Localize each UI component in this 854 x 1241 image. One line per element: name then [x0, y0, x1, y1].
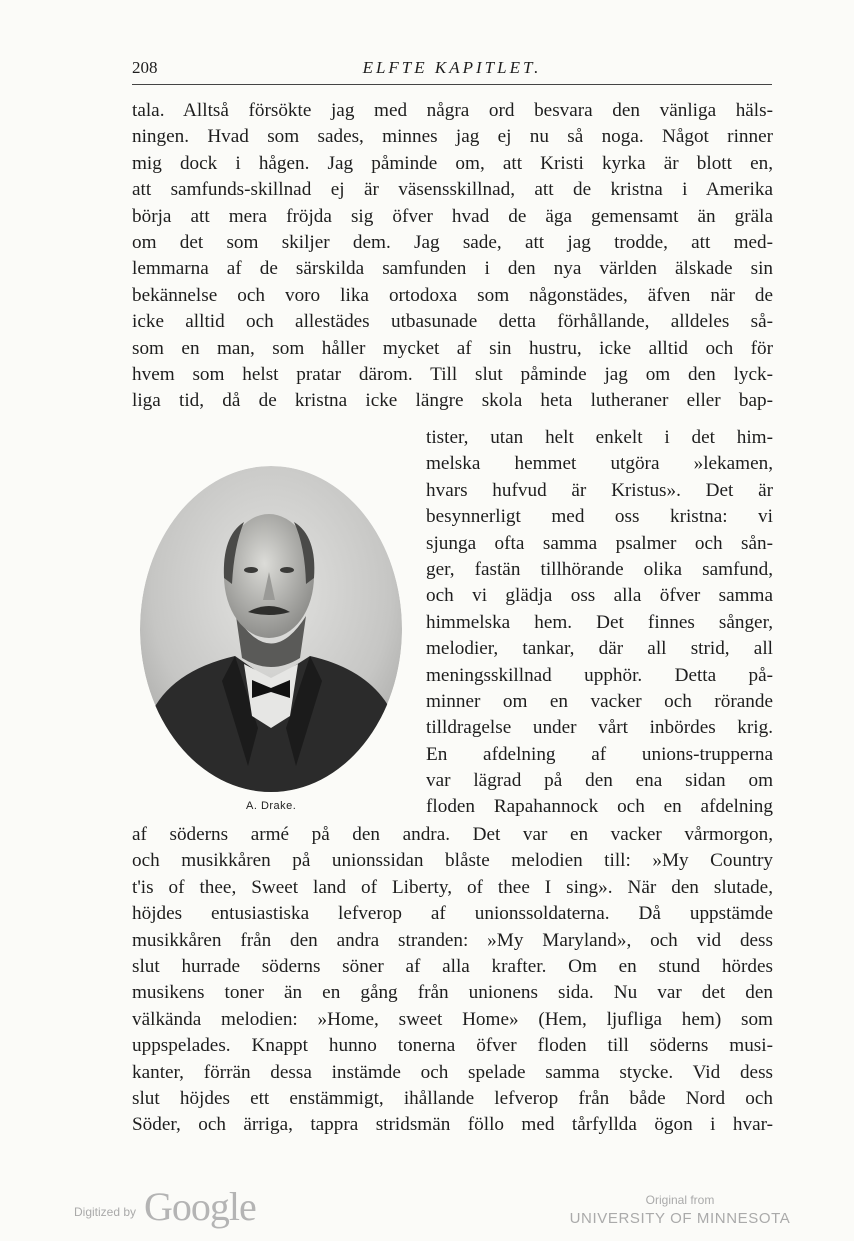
text-line: om det som skiljer dem. Jag sade, att jag trodde, att med-: [132, 231, 773, 253]
text-line: börja att mera fröjda sig öfver hvad de äga gemensamt än gräla: [132, 205, 773, 227]
text-line: hvem som helst pratar därom. Till slut påminde jag om den lyck-: [132, 363, 773, 385]
text-line: musikens toner än en gång från unionens sida. Nu var det den: [132, 982, 773, 1004]
text-line: mig dock i hågen. Jag påminde om, att Kristi kyrka är blott en,: [132, 152, 773, 174]
text-line: och vi glädja oss alla öfver samma: [426, 585, 773, 607]
text-line: att samfunds-skillnad ej är väsensskillnad, att de kristna i Amerika: [132, 179, 773, 201]
text-line: sjunga ofta samma psalmer och sån-: [426, 532, 773, 554]
text-line: meningsskillnad upphör. Detta på-: [426, 664, 773, 686]
page-header: [132, 54, 772, 84]
original-from-label: Original from: [645, 1193, 715, 1207]
page-number: 208: [132, 58, 158, 77]
text-line: lemmarna af de särskilda samfunden i den nya världen älskade sin: [132, 258, 773, 280]
text-line: af söderns armé på den andra. Det var en vacker vårmorgon,: [132, 824, 773, 845]
text-block-bottom: [132, 822, 773, 1139]
text-line: hvars hufvud är Kristus». Det är: [426, 479, 773, 501]
digitized-by-label: Digitized by: [74, 1204, 137, 1219]
text-line: t'is of thee, Sweet land of Liberty, of thee I sing». När den slutade,: [132, 876, 773, 898]
text-line: besynnerligt med oss kristna: vi: [426, 506, 773, 528]
text-line: floden Rapahannock och en afdelning: [426, 796, 773, 818]
text-line: melska hemmet utgöra »lekamen,: [426, 453, 773, 475]
text-line: melodier, tankar, där all strid, all: [426, 638, 773, 660]
text-line: bekännelse och voro lika ortodoxa som någonstädes, äfven när de: [132, 284, 773, 306]
text-line: himmelska hem. Det finnes sånger,: [426, 611, 773, 633]
source-attribution: [560, 1193, 800, 1227]
text-line: liga tid, då de kristna icke längre skola heta lutheraner eller bap-: [132, 390, 773, 412]
text-line: uppspelades. Knappt hunno tonerna öfver floden till söderns musi-: [132, 1035, 773, 1057]
header-rule: [132, 84, 772, 85]
text-line: musikkåren från den andra stranden: »My Maryland», och vid dess: [132, 929, 773, 951]
text-line: slut höjdes ett enstämmigt, ihållande lefverop från både Nord och: [132, 1087, 773, 1109]
university-name: UNIVERSITY OF MINNESOTA: [569, 1210, 791, 1227]
text-line: tala. Alltså försökte jag med några ord besvara den vänliga häls-: [132, 100, 773, 121]
google-logo: Google: [144, 1184, 256, 1229]
text-line: Söder, och ärriga, tappra stridsmän föllo med tårfyllda ögon i hvar-: [132, 1114, 773, 1136]
text-line: ger, fastän tillhörande olika samfund,: [426, 558, 773, 580]
running-head: ELFTE KAPITLET.: [362, 58, 542, 77]
text-line: höjdes entusiastiska lefverop af unionssoldaterna. Då uppstämde: [132, 903, 773, 925]
text-line: kanter, förrän dessa instämde och spelade samma stycke. Vid dess: [132, 1061, 773, 1083]
text-line: ningen. Hvad som sades, minnes jag ej nu så noga. Något rinner: [132, 126, 773, 148]
text-line: tister, utan helt enkelt i det him-: [426, 427, 773, 448]
text-line: och musikkåren på unionssidan blåste melodien till: »My Country: [132, 850, 773, 872]
text-line: som en man, som håller mycket af sin hustru, icke alltid och för: [132, 337, 773, 359]
portrait-photo: [140, 466, 402, 792]
text-line: icke alltid och allestädes utbasunade detta förhållande, alldeles så-: [132, 311, 773, 333]
digitized-by-google: [74, 1183, 256, 1230]
text-line: var lägrad på den ena sidan om: [426, 770, 773, 792]
text-line: minner om en vacker och rörande: [426, 690, 773, 712]
text-line: välkända melodien: »Home, sweet Home» (Hem, ljufliga hem) som: [132, 1008, 773, 1030]
portrait-caption: A. Drake.: [246, 800, 297, 812]
text-block-top: [132, 98, 773, 415]
text-line: slut hurrade söderns söner af alla krafter. Om en stund hördes: [132, 955, 773, 977]
text-line: En afdelning af unions-trupperna: [426, 743, 773, 765]
text-block-beside-portrait: [426, 425, 773, 821]
text-line: tilldragelse under vårt inbördes krig.: [426, 717, 773, 739]
